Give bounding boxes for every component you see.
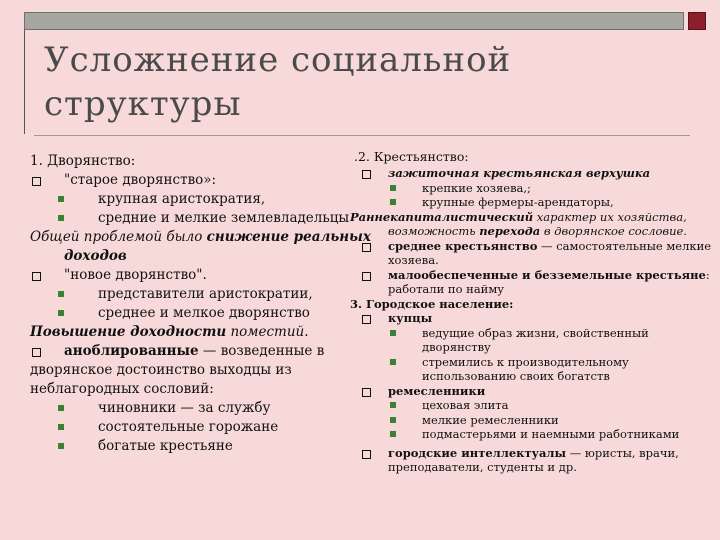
list-item (350, 267, 710, 283)
old-item-2: средние и мелкие землевладельцы (98, 210, 350, 226)
landless-line-2: работали по найму (388, 282, 505, 296)
slide-title (44, 38, 604, 126)
intellectuals-rest: — юристы, врачи, (566, 445, 679, 460)
section-heading-urban: 3. Городское население: (350, 296, 514, 311)
square-bullet-icon (32, 177, 41, 186)
merchant-item-2: стремились к производительному (422, 354, 629, 369)
common-problem-line (30, 228, 371, 247)
filled-square-bullet-icon (58, 405, 64, 411)
filled-square-bullet-icon (58, 443, 64, 449)
corner-square (688, 12, 706, 30)
filled-square-bullet-icon (390, 359, 396, 365)
profit-bold: Повышение доходности (30, 324, 227, 340)
ennobled-item-3: богатые крестьяне (98, 438, 233, 454)
square-bullet-icon (32, 348, 41, 357)
right-column (350, 148, 712, 475)
rich-item-2: крупные фермеры-арендаторы, (422, 195, 614, 209)
ennobled-rest: — возведенные в (198, 343, 325, 359)
filled-square-bullet-icon (58, 215, 64, 221)
filled-square-bullet-icon (390, 185, 396, 191)
filled-square-bullet-icon (390, 199, 396, 205)
list-item (30, 399, 350, 418)
precap-line (350, 210, 706, 225)
craft-item-3: подмастерьями и наемными работниками (422, 427, 680, 441)
filled-square-bullet-icon (390, 431, 396, 437)
precap-rest: характер их хозяйства, (533, 209, 687, 224)
ennobled-item-1: чиновники — за службу (98, 400, 271, 416)
top-decorative-bar (24, 12, 684, 30)
precap-line2-prefix: возможность (388, 224, 480, 238)
common-problem-line-2: доходов (64, 248, 127, 264)
left-column (30, 152, 371, 456)
filled-square-bullet-icon (390, 330, 396, 336)
ennobled-line-3: неблагородных сословий: (30, 381, 214, 397)
middle-line-2: хозяева. (388, 253, 439, 267)
intellectuals-bold: городские интеллектуалы (388, 445, 567, 460)
new-nobility-label: "новое дворянство". (64, 267, 207, 283)
square-bullet-icon (362, 243, 371, 252)
common-problem-bold: снижение реальных (206, 229, 371, 245)
square-bullet-icon (362, 450, 371, 459)
profit-rest: поместий. (226, 324, 309, 340)
section-heading-nobility: 1. Дворянство: (30, 153, 136, 169)
list-item (350, 238, 712, 254)
list-item (30, 171, 350, 190)
craft-item-2: мелкие ремесленники (422, 412, 559, 427)
title-divider (34, 135, 690, 136)
list-item (30, 190, 350, 209)
landless-bold: малообеспеченные и безземельные крестьяне (388, 267, 706, 282)
list-item (30, 418, 350, 437)
square-bullet-icon (362, 170, 371, 179)
list-item (30, 266, 350, 285)
filled-square-bullet-icon (390, 417, 396, 423)
rich-top-label: зажиточная крестьянская верхушка (388, 166, 651, 180)
list-item (350, 413, 706, 428)
square-bullet-icon (362, 388, 371, 397)
left-vertical-rule (24, 30, 25, 134)
ennobled-line-2: дворянское достоинство выходцы из (30, 362, 292, 378)
old-nobility-label: "старое дворянство»: (64, 172, 217, 188)
filled-square-bullet-icon (58, 196, 64, 202)
precap-line2-rest: в дворянское сословие. (540, 224, 687, 238)
profit-line (30, 323, 350, 342)
list-item (350, 326, 706, 341)
list-item (350, 398, 706, 413)
precap-line-2 (350, 224, 706, 239)
list-item (30, 342, 350, 361)
filled-square-bullet-icon (58, 424, 64, 430)
craftsmen-label: ремесленники (388, 383, 486, 398)
filled-square-bullet-icon (58, 291, 64, 297)
square-bullet-icon (32, 272, 41, 281)
new-item-1: представители аристократии, (98, 286, 313, 302)
list-item (350, 311, 706, 326)
list-item (350, 181, 706, 196)
list-item (30, 285, 350, 304)
list-item (350, 384, 706, 399)
square-bullet-icon (362, 315, 371, 324)
merchant-item-1-cont: дворянству (422, 340, 491, 354)
list-item (350, 166, 706, 181)
craft-item-1: цеховая элита (422, 398, 509, 412)
square-bullet-icon (362, 272, 371, 281)
list-item (350, 195, 706, 210)
filled-square-bullet-icon (58, 310, 64, 316)
rich-item-1: крепкие хозяева,; (422, 180, 531, 195)
filled-square-bullet-icon (390, 402, 396, 408)
middle-bold: среднее крестьянство (388, 238, 538, 253)
list-item (350, 427, 706, 442)
merchants-label: купцы (388, 311, 433, 325)
precap-bold: Раннекапиталистический (350, 209, 534, 224)
list-item (30, 437, 350, 456)
old-item-1: крупная аристократия, (98, 191, 266, 207)
intellectuals-line-2: преподаватели, студенты и др. (388, 460, 577, 474)
list-item (350, 446, 706, 461)
new-item-2: среднее и мелкое дворянство (98, 305, 310, 321)
ennobled-bold: аноблированные (64, 343, 199, 359)
merchant-item-1: ведущие образ жизни, свойственный (422, 325, 649, 340)
ennobled-item-2: состоятельные горожане (98, 419, 279, 435)
precap-line2-bold: перехода (479, 224, 541, 238)
list-item (30, 304, 350, 323)
landless-rest: : (705, 267, 710, 282)
slide-title-line-2: структуры (44, 84, 242, 124)
section-heading-peasantry: .2. Крестьянство: (354, 149, 469, 164)
list-item (30, 209, 350, 228)
list-item (350, 355, 706, 370)
merchant-item-2-cont: использованию своих богатств (422, 369, 610, 383)
slide-title-line-1: Усложнение социальной (44, 40, 512, 80)
common-problem-prefix: Общей проблемой было (30, 229, 207, 245)
middle-rest: — самостоятельные мелкие (537, 238, 712, 253)
